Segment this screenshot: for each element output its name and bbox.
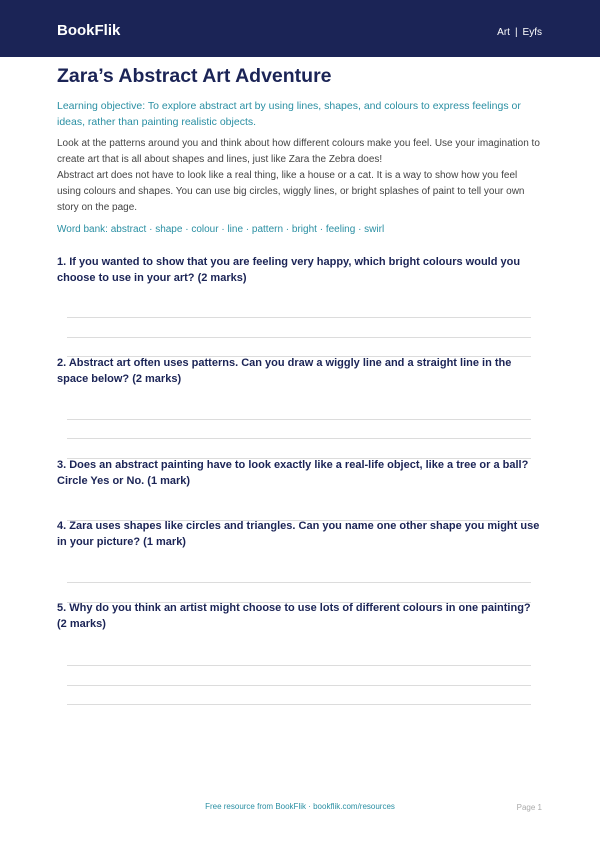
answer-line[interactable]	[67, 685, 531, 686]
answer-line[interactable]	[67, 337, 531, 338]
question-1: 1. If you wanted to show that you are feeling very happy, which bright colours would you choose to use in your art? (2 marks)	[57, 256, 521, 284]
level-label: Eyfs	[522, 27, 542, 38]
intro-paragraph-2: Abstract art does not have to look like a real thing, like a house or a cat. It is a way to show how you feel using colours and shapes. You can use big circles, wiggly lines, or bright splashes of paint to tell your own story on the page.	[57, 170, 525, 213]
header-bar	[0, 0, 600, 57]
subject-label: Art	[497, 27, 510, 38]
brand-logo-text[interactable]: BookFlik	[57, 22, 121, 39]
answer-line[interactable]	[67, 438, 531, 439]
answer-line[interactable]	[67, 704, 531, 705]
learning-objective: Learning objective: To explore abstract art by using lines, shapes, and colours to express feelings or ideas, rather than painting realistic objects.	[57, 100, 521, 128]
question-3: 3. Does an abstract painting have to look exactly like a real-life object, like a tree or a ball? Circle Yes or No. (1 mark)	[57, 459, 529, 487]
footer-source-link[interactable]: Free resource from BookFlik · bookflik.com/resources	[205, 802, 395, 811]
answer-line[interactable]	[67, 317, 531, 318]
question-5: 5. Why do you think an artist might choose to use lots of different colours in one painting? (2 marks)	[57, 602, 531, 630]
answer-line[interactable]	[67, 665, 531, 666]
word-bank: Word bank: abstract · shape · colour · line · pattern · bright · feeling · swirl	[57, 224, 385, 235]
intro-paragraph-1: Look at the patterns around you and think about how different colours make you feel. Use your imagination to create art that is all about shapes and lines, just like Zara the Zebra does!	[57, 138, 540, 165]
question-2: 2. Abstract art often uses patterns. Can you draw a wiggly line and a straight line in the space below? (2 marks)	[57, 357, 512, 385]
header-separator: |	[514, 27, 518, 38]
answer-line[interactable]	[67, 419, 531, 420]
worksheet-title: Zara’s Abstract Art Adventure	[57, 65, 332, 87]
page-number: Page 1	[516, 803, 542, 812]
header-subject-level	[497, 25, 542, 41]
answer-line[interactable]	[67, 582, 531, 583]
question-4: 4. Zara uses shapes like circles and triangles. Can you name one other shape you might use in your picture? (1 mark)	[57, 520, 540, 548]
